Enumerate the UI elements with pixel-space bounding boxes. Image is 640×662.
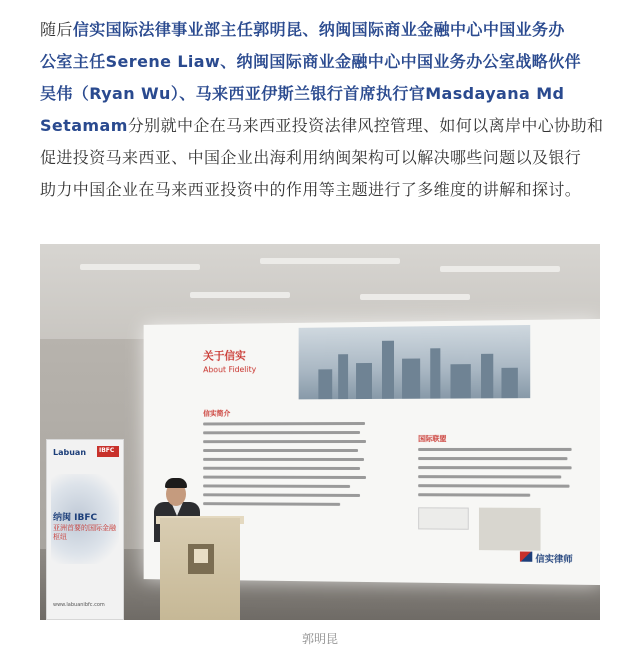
text-body: 分别就中企在马来西亚投资法律风控管理、如何以离岸中心协助和 xyxy=(127,116,604,135)
text-highlight: 信实国际法律事业部主任郭明昆、纳闽国际商业金融中心中国业务办 xyxy=(72,20,565,39)
paragraph-line-1 xyxy=(40,14,610,46)
banner-badge-text: IBFC xyxy=(99,447,115,454)
banner-title: 纳闽 IBFC xyxy=(53,513,98,523)
ceiling-light xyxy=(80,264,200,270)
slide-text-line xyxy=(418,466,571,469)
slide-subtitle: About Fidelity xyxy=(203,364,257,375)
slide-logo-text: 信实律师 xyxy=(535,554,573,566)
slide-skyline-image xyxy=(299,325,531,399)
slide-text-line xyxy=(418,457,567,460)
event-photo[interactable] xyxy=(40,244,600,620)
slide-photo xyxy=(479,508,541,551)
paragraph-line-6: 助力中国企业在马来西亚投资中的作用等主题进行了多维度的讲解和探讨。 xyxy=(40,180,582,199)
slide-text-line xyxy=(418,448,571,451)
slide-text-line xyxy=(418,493,530,497)
slide-text-line xyxy=(203,458,364,461)
slide-text-line xyxy=(418,484,569,488)
slide-text-line xyxy=(203,449,358,452)
slide-text-line xyxy=(203,502,340,506)
building-shape xyxy=(318,369,332,399)
paragraph-line-2: 公室主任Serene Liaw、纳闽国际商业金融中心中国业务办公室战略伙伴 xyxy=(40,52,581,71)
slide-text-line xyxy=(418,475,561,478)
building-shape xyxy=(338,354,348,399)
slide-section-honors: 国际联盟 xyxy=(418,434,447,443)
podium-logo-icon xyxy=(194,549,208,563)
slide-text-line xyxy=(203,493,360,497)
text-highlight: Setamam xyxy=(40,116,128,135)
photo-caption: 郭明昆 xyxy=(301,632,338,646)
labuan-ibfc-banner xyxy=(46,439,124,620)
banner-brand: Labuan xyxy=(53,448,87,457)
building-shape xyxy=(501,368,517,399)
ceiling-light xyxy=(190,292,290,298)
banner-subtitle: 亚洲首要的国际金融枢纽 xyxy=(53,524,116,541)
ceiling-light xyxy=(440,266,560,272)
slide-text-line xyxy=(203,431,360,434)
slide-section-intro: 信实简介 xyxy=(203,409,231,418)
fidelity-logo-icon xyxy=(520,551,532,561)
banner-url: www.labuanibfc.com xyxy=(53,602,105,608)
ceiling-light xyxy=(260,258,400,264)
building-shape xyxy=(402,359,420,399)
building-shape xyxy=(481,354,493,399)
building-shape xyxy=(356,363,372,399)
slide-text-line xyxy=(203,476,366,479)
article-paragraph xyxy=(40,14,610,206)
ceiling-light xyxy=(360,294,470,300)
slide-text-line xyxy=(203,484,350,487)
slide-text-line xyxy=(203,422,365,425)
partner-logo xyxy=(418,507,469,530)
paragraph-line-5: 促进投资马来西亚、中国企业出海利用纳闽架构可以解决哪些问题以及银行 xyxy=(40,148,582,167)
building-shape xyxy=(450,364,470,398)
speaker-hair xyxy=(165,478,187,488)
building-shape xyxy=(430,348,440,398)
slide-text-line xyxy=(203,467,360,470)
paragraph-line-4 xyxy=(40,110,610,142)
paragraph-line-3: 吴伟（Ryan Wu）、马来西亚伊斯兰银行首席执行官Masdayana Md xyxy=(40,84,565,103)
slide-text-line xyxy=(203,440,366,443)
slide-title: 关于信实 xyxy=(203,349,246,363)
text-lead: 随后 xyxy=(40,20,73,39)
building-shape xyxy=(382,341,394,399)
